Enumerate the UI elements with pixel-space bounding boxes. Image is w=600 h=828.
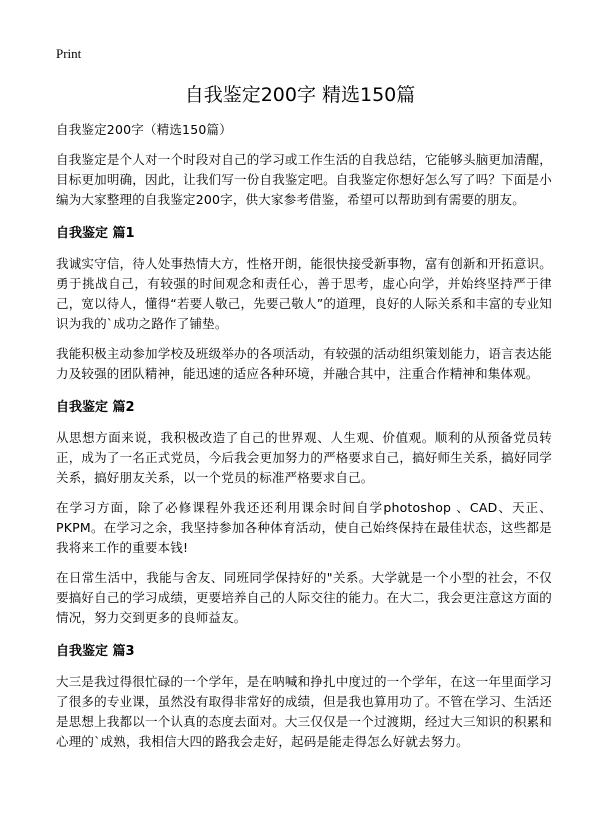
document-body — [56, 120, 552, 762]
section-heading: 自我鉴定 篇3 — [56, 644, 135, 659]
section-paragraph: 大三是我过得很忙碌的一个学年，是在呐喊和挣扎中度过的一个学年，在这一年里面学习了很多的专业课，虽然没有取得非常好的成绩，但是我也算用功了。不管在学习、生活还是思想上我都以一个认真的态度去面对。大三仅仅是一个过渡期，经过大三知识的积累和心理的`成熟，我相信大四的路我会走好，起码是能走得怎么好就去努力。 — [56, 674, 552, 749]
print-link[interactable]: Print — [56, 46, 82, 61]
section-paragraph: 我诚实守信，待人处事热情大方，性格开朗，能很快接受新事物，富有创新和开拓意识。勇于挑战自己，有较强的时间观念和责任心，善于思考，虚心向学，并始终坚持严于律己，宽以待人，懂得“若要人敬己，先要己敬人”的道理，良好的人际关系和丰富的专业知识为我的`成功之路作了铺垫。 — [56, 256, 552, 331]
intro-paragraph: 自我鉴定是个人对一个时段对自己的学习或工作生活的自我总结，它能够头脑更加清醒，目标更加明确，因此，让我们写一份自我鉴定吧。自我鉴定你想好怎么写了吗？下面是小编为大家整理的自我鉴定200字，供大家参考借鉴，希望可以帮助到有需要的朋友。 — [56, 152, 552, 207]
section-paragraph: 从思想方面来说，我积极改造了自己的世界观、人生观、价值观。顺利的从预备党员转正，成为了一名正式党员，今后我会更加努力的严格要求自己，搞好师生关系，搞好同学关系，搞好朋友关系，以一个党员的标准严格要求自己。 — [56, 430, 552, 485]
section-heading: 自我鉴定 篇1 — [56, 226, 135, 241]
section-paragraph: 在日常生活中，我能与舍友、同班同学保持好的"关系。大学就是一个小型的社会，不仅要搞好自己的学习成绩，更要培养自己的人际交往的能力。在大二，我会更注意这方面的情况，努力交到更多的良师益友。 — [56, 570, 552, 625]
page-title: 自我鉴定200字 精选150篇 — [184, 84, 416, 106]
section-paragraph: 在学习方面，除了必修课程外我还还利用课余时间自学photoshop 、CAD、天正、PKPM。在学习之余，我坚持参加各种体育活动，使自己始终保持在最佳状态，这些都是我将来工作的重要本钱! — [56, 500, 552, 555]
section-paragraph: 我能积极主动参加学校及班级举办的各项活动，有较强的活动组织策划能力，语言表达能力及较强的团队精神，能迅速的适应各种环境，并融合其中，注重合作精神和集体观。 — [56, 346, 552, 381]
document-subtitle: 自我鉴定200字（精选150篇） — [56, 122, 232, 137]
section-heading: 自我鉴定 篇2 — [56, 400, 135, 415]
